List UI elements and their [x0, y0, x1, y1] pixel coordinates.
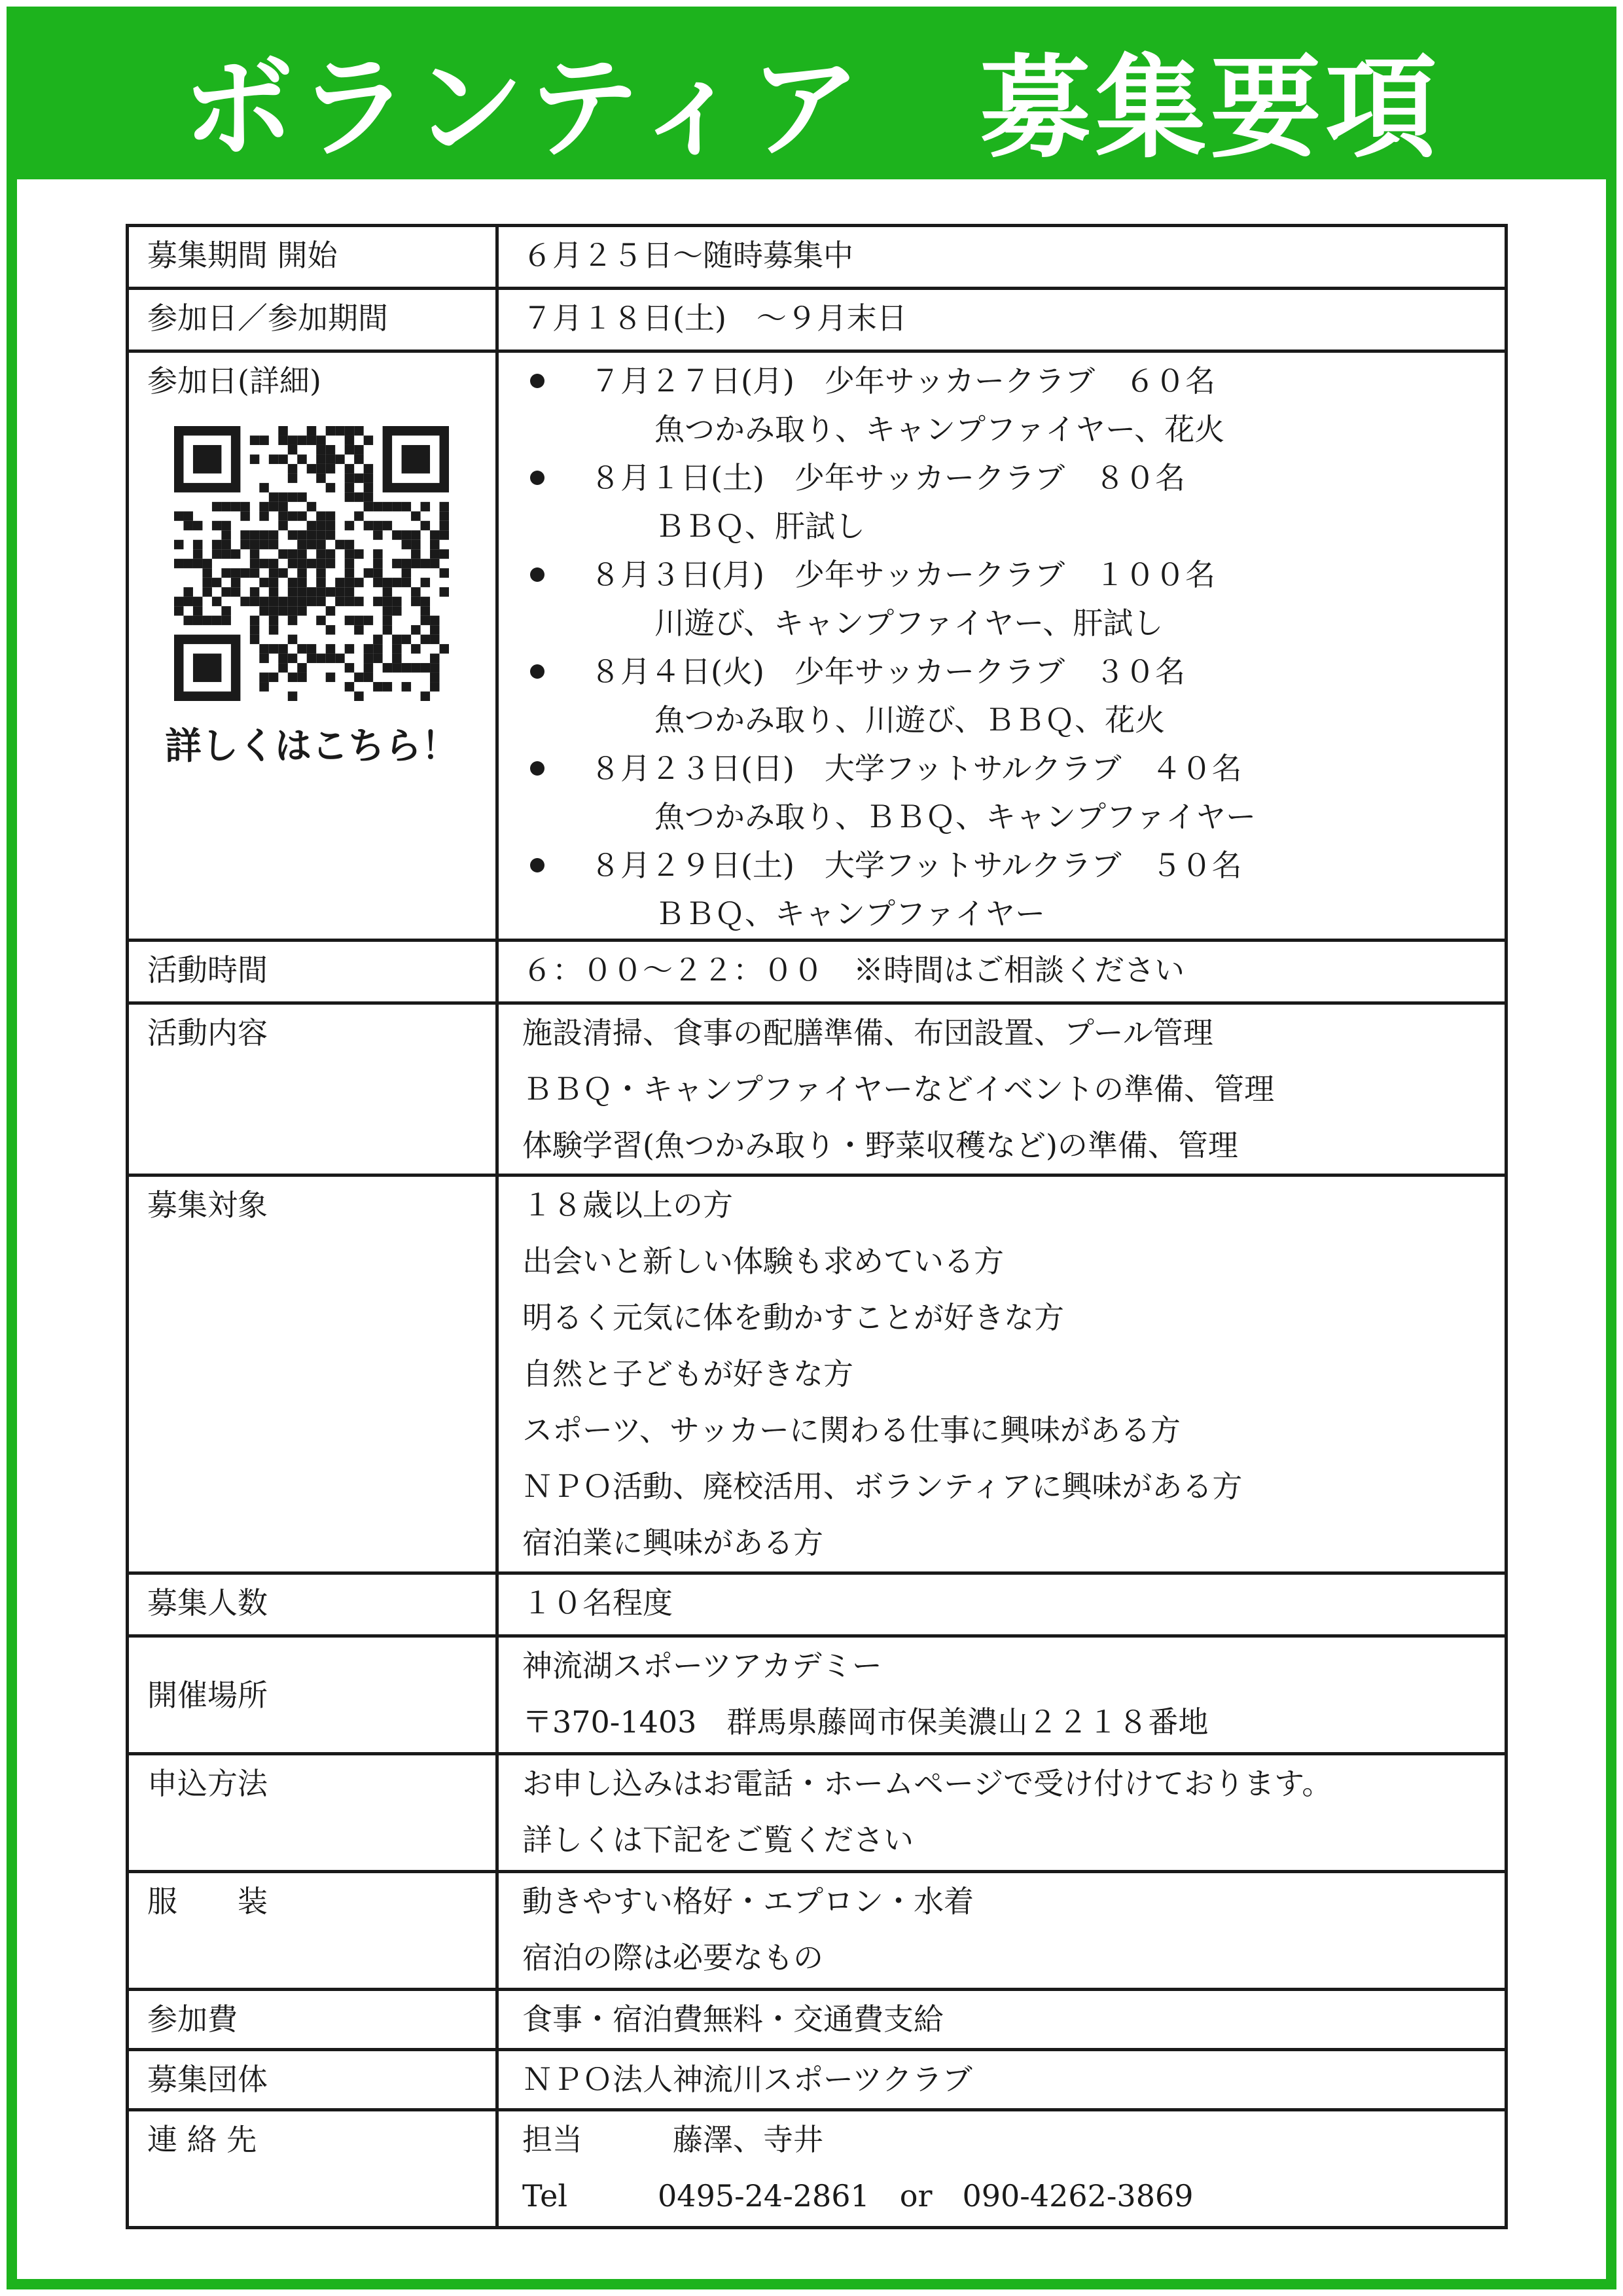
bullet-icon — [530, 471, 544, 485]
label-apply: 申込方法 — [128, 1754, 497, 1872]
label-venue: 開催場所 — [128, 1636, 497, 1754]
row-fee — [128, 1990, 1507, 2050]
label-fee: 参加費 — [128, 1990, 497, 2050]
row-content — [128, 1003, 1507, 1175]
recruitment-table — [126, 224, 1508, 2229]
event-head: ８月１日(土) 少年サッカークラブ ８０名 — [590, 460, 1185, 495]
org-line: ＮＰＯ法人神流川スポーツクラブ — [522, 2062, 972, 2097]
event-head: ７月２７日(月) 少年サッカークラブ ６０名 — [590, 363, 1215, 399]
row-hours — [128, 941, 1507, 1003]
row-apply — [128, 1754, 1507, 1872]
value-fee — [497, 1990, 1507, 2050]
value-org — [497, 2050, 1507, 2110]
hours-line: ６：００～２２：００ ※時間はご相談ください — [522, 952, 1185, 988]
event-head: ８月４日(火) 少年サッカークラブ ３０名 — [590, 654, 1185, 689]
event-item — [522, 357, 1485, 454]
label-org: 募集団体 — [128, 2050, 497, 2110]
event-item — [522, 454, 1485, 550]
label-attire: 服 装 — [128, 1872, 497, 1990]
bullet-icon — [530, 374, 544, 388]
target-line: １８歳以上の方 — [522, 1187, 733, 1223]
target-line: 明るく元気に体を動かすことが好きな方 — [522, 1300, 1064, 1335]
attire-line: 動きやすい格好・エプロン・水着 — [522, 1884, 974, 1919]
event-head: ８月３日(月) 少年サッカークラブ １００名 — [590, 557, 1215, 592]
event-head: ８月２９日(土) 大学フットサルクラブ ５０名 — [590, 848, 1242, 883]
label-contact: 連 絡 先 — [128, 2110, 497, 2228]
event-activities: 魚つかみ取り、川遊び、ＢＢＱ、花火 — [654, 702, 1166, 738]
value-details — [497, 351, 1507, 941]
label-count: 募集人数 — [128, 1573, 497, 1636]
bullet-icon — [530, 664, 544, 679]
label-details: 参加日(詳細) — [147, 363, 321, 399]
row-dates — [128, 289, 1507, 351]
apply-line: お申し込みはお電話・ホームページで受け付けております。 — [522, 1766, 1332, 1801]
event-activities: 魚つかみ取り、ＢＢＱ、キャンプファイヤー — [654, 799, 1257, 834]
event-activities: 魚つかみ取り、キャンプファイヤー、花火 — [654, 412, 1225, 447]
row-target — [128, 1175, 1507, 1573]
value-contact — [497, 2110, 1507, 2228]
row-count — [128, 1573, 1507, 1636]
bullet-icon — [530, 761, 544, 776]
period-line: ６月２５日～随時募集中 — [522, 238, 853, 273]
qr-block — [147, 409, 476, 773]
row-period — [128, 226, 1507, 289]
venue-name: 神流湖スポーツアカデミー — [522, 1648, 882, 1683]
count-line: １０名程度 — [522, 1585, 673, 1621]
event-activities: 川遊び、キャンプファイヤー、肝試し — [654, 605, 1164, 641]
fee-line: 食事・宿泊費無料・交通費支給 — [522, 2001, 944, 2037]
venue-address: 〒370-1403 群馬県藤岡市保美濃山２２１８番地 — [522, 1704, 1209, 1740]
event-item — [522, 647, 1485, 744]
value-content — [497, 1003, 1507, 1175]
content-line: ＢＢＱ・キャンプファイヤーなどイベントの準備、管理 — [522, 1071, 1275, 1107]
content-line: 施設清掃、食事の配膳準備、布団設置、プール管理 — [522, 1015, 1213, 1050]
label-target: 募集対象 — [128, 1175, 497, 1573]
event-item — [522, 744, 1485, 841]
row-org — [128, 2050, 1507, 2110]
event-item — [522, 841, 1485, 938]
value-attire — [497, 1872, 1507, 1990]
label-content: 活動内容 — [128, 1003, 497, 1175]
value-target — [497, 1175, 1507, 1573]
row-attire — [128, 1872, 1507, 1990]
target-line: 出会いと新しい体験も求めている方 — [522, 1244, 1004, 1279]
dates-line: ７月１８日(土) ～９月末日 — [522, 300, 907, 336]
apply-line: 詳しくは下記をご覧ください — [522, 1822, 914, 1857]
contact-phone[interactable]: Tel 0495-24-2861 or 090-4262-3869 — [522, 2178, 1194, 2214]
event-activities: ＢＢＱ、キャンプファイヤー — [654, 896, 1046, 931]
qr-code-icon[interactable] — [174, 426, 449, 701]
label-hours: 活動時間 — [128, 941, 497, 1003]
value-hours — [497, 941, 1507, 1003]
event-item — [522, 550, 1485, 647]
event-activities: ＢＢＱ、肝試し — [654, 509, 865, 544]
target-line: ＮＰＯ活動、廃校活用、ボランティアに興味がある方 — [522, 1469, 1243, 1504]
target-line: 宿泊業に興味がある方 — [522, 1525, 823, 1560]
value-venue — [497, 1636, 1507, 1754]
bullet-icon — [530, 567, 544, 582]
value-apply — [497, 1754, 1507, 1872]
target-line: スポーツ、サッカーに関わる仕事に興味がある方 — [522, 1412, 1181, 1448]
title-banner — [17, 17, 1606, 179]
value-dates — [497, 289, 1507, 351]
value-count — [497, 1573, 1507, 1636]
row-details — [128, 351, 1507, 941]
row-contact — [128, 2110, 1507, 2228]
page — [7, 7, 1616, 2289]
content-line: 体験学習(魚つかみ取り・野菜収穫など)の準備、管理 — [522, 1128, 1238, 1163]
bullet-icon — [530, 858, 544, 872]
target-line: 自然と子どもが好きな方 — [522, 1356, 853, 1391]
page-title: ボランティア 募集要項 — [182, 43, 1441, 173]
label-details-cell — [128, 351, 497, 941]
label-period: 募集期間 開始 — [128, 226, 497, 289]
row-venue — [128, 1636, 1507, 1754]
qr-caption: 詳しくはこちら！ — [165, 725, 458, 768]
contact-person: 担当 藤澤、寺井 — [522, 2122, 823, 2157]
event-head: ８月２３日(日) 大学フットサルクラブ ４０名 — [590, 751, 1242, 786]
attire-line: 宿泊の際は必要なもの — [522, 1940, 823, 1975]
label-dates: 参加日／参加期間 — [128, 289, 497, 351]
value-period — [497, 226, 1507, 289]
